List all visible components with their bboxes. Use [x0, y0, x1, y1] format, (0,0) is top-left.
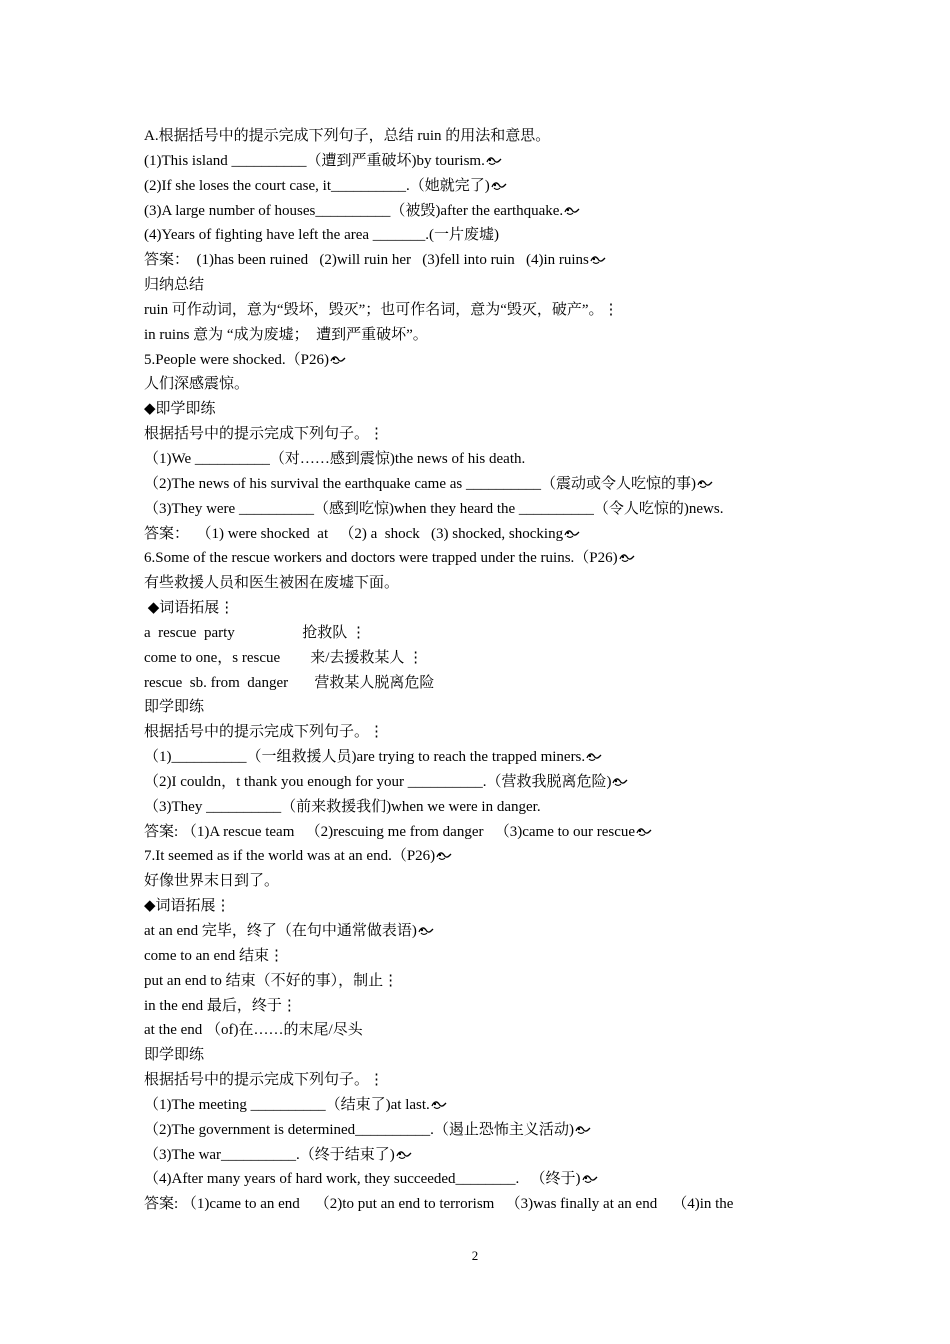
paragraph-mark-icon — [491, 181, 507, 191]
text-line — [144, 546, 824, 571]
line-text: A.根据括号中的提示完成下列句子，总结 ruin 的用法和意思。 — [144, 128, 551, 144]
text-line — [144, 944, 824, 969]
line-text: （1)We __________（对……感到震惊)the news of his death. — [144, 450, 526, 467]
line-text: ◆词语拓展⋮ — [144, 600, 235, 617]
line-text: at an end 完毕，终了（在句中通常做表语) — [144, 923, 417, 939]
text-line — [144, 596, 824, 621]
line-text: come to one，s rescue 来/去援救某人 ⋮ — [144, 649, 424, 666]
paragraph-mark-icon — [586, 752, 602, 762]
text-line — [144, 472, 824, 497]
text-line — [144, 994, 824, 1019]
text-line — [144, 372, 824, 397]
text-line — [144, 919, 824, 944]
line-text: rescue sb. from danger 营救某人脱离危险 — [144, 674, 435, 691]
text-line — [144, 745, 824, 770]
line-text: 归纳总结 — [144, 277, 205, 294]
text-line — [144, 820, 824, 845]
paragraph-mark-icon — [590, 255, 606, 265]
paragraph-mark-icon — [697, 479, 713, 489]
line-text: at the end （of)在……的末尾/尽头 — [144, 1022, 363, 1039]
line-text: 答案: （1)A rescue team （2)rescuing me from danger （3)came to our rescue — [144, 823, 636, 840]
text-line — [144, 298, 824, 323]
text-line — [144, 646, 824, 671]
text-line — [144, 223, 824, 248]
line-text: 5.People were shocked.（P26) — [144, 351, 329, 368]
line-text: ◆词语拓展⋮ — [144, 898, 231, 915]
text-line — [144, 1118, 824, 1143]
text-line — [144, 969, 824, 994]
text-line — [144, 522, 824, 547]
document-body — [144, 124, 824, 1217]
line-text: 即学即练 — [144, 699, 205, 716]
paragraph-mark-icon — [575, 1125, 591, 1135]
text-line — [144, 273, 824, 298]
paragraph-mark-icon — [619, 553, 635, 563]
line-text: a rescue party 抢救队 ⋮ — [144, 624, 367, 641]
line-text: （3)They were __________（感到吃惊)when they heard the __________（令人吃惊的)news. — [144, 500, 724, 517]
line-text: （3)They __________（前来救援我们)when we were in danger. — [144, 798, 541, 815]
text-line — [144, 248, 824, 273]
text-line — [144, 770, 824, 795]
line-text: put an end to 结束（不好的事），制止⋮ — [144, 972, 399, 989]
text-line — [144, 323, 824, 348]
text-line — [144, 1192, 824, 1217]
text-line — [144, 124, 824, 149]
line-text: ◆即学即练 — [144, 401, 216, 418]
paragraph-mark-icon — [582, 1174, 598, 1184]
line-text: 7.It seemed as if the world was at an end.（P26) — [144, 848, 436, 865]
text-line — [144, 869, 824, 894]
text-line — [144, 844, 824, 869]
text-line — [144, 422, 824, 447]
text-line — [144, 1167, 824, 1192]
line-text: 根据括号中的提示完成下列句子。⋮ — [144, 426, 385, 443]
paragraph-mark-icon — [564, 529, 580, 539]
text-line — [144, 621, 824, 646]
line-text: （3)The war__________.（终于结束了) — [144, 1146, 395, 1163]
text-line — [144, 199, 824, 224]
text-line — [144, 720, 824, 745]
text-line — [144, 447, 824, 472]
line-text: （4)After many years of hard work, they succeeded________. （终于) — [144, 1171, 581, 1188]
text-line — [144, 671, 824, 696]
line-text: in the end 最后，终于⋮ — [144, 997, 297, 1014]
text-line — [144, 149, 824, 174]
line-text: (1)This island __________（遭到严重破坏)by tourism. — [144, 152, 485, 169]
text-line — [144, 1068, 824, 1093]
line-text: ruin 可作动词，意为“毁坏，毁灭”；也可作名词，意为“毁灭，破产”。⋮ — [144, 301, 619, 318]
paragraph-mark-icon — [486, 156, 502, 166]
line-text: 根据括号中的提示完成下列句子。⋮ — [144, 724, 385, 741]
line-text: come to an end 结束⋮ — [144, 947, 284, 964]
paragraph-mark-icon — [612, 777, 628, 787]
paragraph-mark-icon — [418, 926, 434, 936]
text-line — [144, 497, 824, 522]
text-line — [144, 1143, 824, 1168]
paragraph-mark-icon — [330, 355, 346, 365]
line-text: 答案: （1)came to an end （2)to put an end to terrorism （3)was finally at an end （4)in the — [144, 1196, 734, 1213]
line-text: 即学即练 — [144, 1047, 205, 1064]
line-text: (3)A large number of houses__________（被毁)after the earthquake. — [144, 202, 564, 219]
line-text: （2)The government is determined__________.（遏止恐怖主义活动) — [144, 1121, 574, 1138]
line-text: （1)__________（一组救援人员)are trying to reach the trapped miners. — [144, 749, 586, 766]
line-text: 有些救援人员和医生被困在废墟下面。 — [144, 575, 400, 592]
text-line — [144, 1018, 824, 1043]
page-number: 2 — [471, 1248, 479, 1263]
line-text: （2)I couldn，t thank you enough for your __________.（营救我脱离危险) — [144, 773, 612, 790]
paragraph-mark-icon — [396, 1150, 412, 1160]
text-line — [144, 571, 824, 596]
line-text: 6.Some of the rescue workers and doctors were trapped under the ruins.（P26) — [144, 550, 618, 567]
text-line — [144, 174, 824, 199]
text-line — [144, 894, 824, 919]
paragraph-mark-icon — [564, 206, 580, 216]
paragraph-mark-icon — [636, 827, 652, 837]
text-line — [144, 397, 824, 422]
line-text: 好像世界末日到了。 — [144, 873, 280, 890]
line-text: 答案： (1)has been ruined (2)will ruin her (3)fell into ruin (4)in ruins — [144, 252, 589, 269]
line-text: （1)The meeting __________（结束了)at last. — [144, 1096, 430, 1113]
line-text: (2)If she loses the court case, it__________.（她就完了) — [144, 177, 490, 194]
line-text: in ruins 意为 “成为废墟； 遭到严重破坏”。 — [144, 326, 428, 343]
text-line — [144, 695, 824, 720]
text-line — [144, 1093, 824, 1118]
paragraph-mark-icon — [431, 1100, 447, 1110]
line-text: 根据括号中的提示完成下列句子。⋮ — [144, 1072, 385, 1089]
text-line — [144, 348, 824, 373]
line-text: 人们深感震惊。 — [144, 376, 250, 393]
line-text: (4)Years of fighting have left the area _______.(一片废墟) — [144, 227, 500, 244]
line-text: （2)The news of his survival the earthquake came as __________（震动或令人吃惊的事) — [144, 475, 696, 492]
line-text: 答案： （1) were shocked at （2) a shock (3) shocked, shocking — [144, 525, 564, 542]
text-line — [144, 1043, 824, 1068]
text-line — [144, 795, 824, 820]
paragraph-mark-icon — [436, 851, 452, 861]
